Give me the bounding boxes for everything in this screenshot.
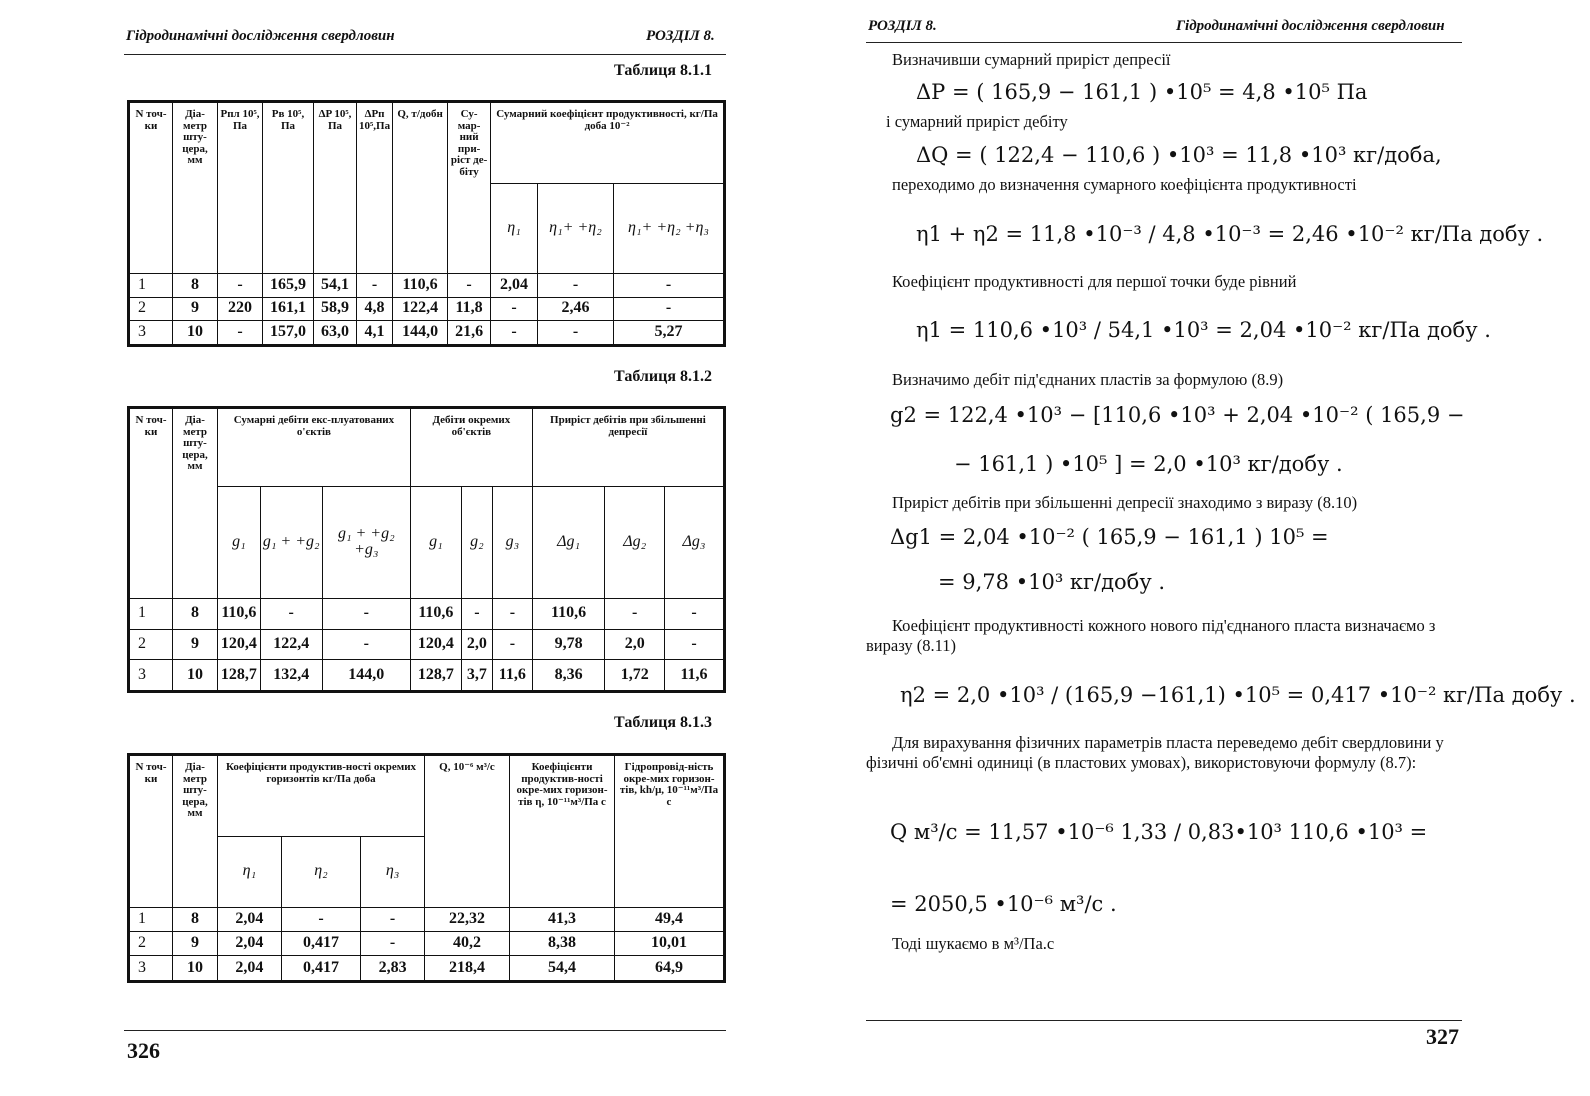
header-cell: Коефіцієнти продуктив-ності окре-мих горизон-тів η, 10⁻¹¹м³/Па с	[510, 755, 615, 908]
paragraph: Визначивши сумарний приріст депресії	[892, 50, 1171, 69]
header-rule	[866, 42, 1462, 43]
header-cell: Сумарні дебіти екс-плуатованих о'єктів	[218, 408, 411, 487]
equation-eta2: η2 = 2,0 •10³ / (165,9 −161,1) •10⁵ = 0,417 •10⁻² кг/Па добу .	[900, 683, 1576, 707]
header-cell: Діа-метр шту-цера, мм	[173, 408, 218, 599]
table-cell: -	[322, 599, 410, 629]
left-header-title: Гідродинамічні дослідження свердловин	[126, 28, 395, 44]
table-cell: -	[260, 599, 322, 629]
table-cell: -	[613, 274, 724, 298]
table-cell: -	[218, 321, 263, 346]
table-cell: 21,6	[448, 321, 491, 346]
table-cell: 10	[173, 956, 218, 982]
equation-eta1: η1 = 110,6 •10³ / 54,1 •10³ = 2,04 •10⁻² кг/Па добу .	[916, 318, 1491, 342]
table-cell: 132,4	[260, 659, 322, 691]
table-cell: 0,417	[281, 932, 360, 956]
equation-delta-p: ΔP = ( 165,9 − 161,1 ) •10⁵ = 4,8 •10⁵ Па	[916, 80, 1368, 104]
table-cell: -	[491, 321, 538, 346]
header-cell: Pпл 10⁵, Па	[218, 102, 263, 274]
header-cell: N точ-ки	[129, 755, 173, 908]
header-cell: Q, 10⁻⁶ м³/с	[425, 755, 510, 908]
table-cell: 10,01	[615, 932, 725, 956]
table-cell: 63,0	[314, 321, 357, 346]
header-cell: Приріст дебітів при збільшенні депресії	[532, 408, 724, 487]
table-cell: 40,2	[425, 932, 510, 956]
table-cell: -	[361, 907, 425, 931]
table-cell: -	[218, 274, 263, 298]
paragraph: Коефіцієнт продуктивності для першої точки буде рівний	[892, 272, 1297, 291]
table-cell: 144,0	[393, 321, 448, 346]
subheader-cell: η₁+ +η₂	[537, 184, 613, 274]
table-cell: 122,4	[260, 629, 322, 659]
table1-caption: Таблиця 8.1.1	[614, 62, 712, 79]
table-cell: -	[461, 599, 492, 629]
table-cell: 2	[129, 629, 173, 659]
paragraph: Для вирахування фізичних параметрів пласта переведемо дебіт свердловини у фізичні об'ємні одиниці (в пластових умовах), використовуючи формулу (8.7):	[866, 733, 1444, 772]
table-cell: 1	[129, 599, 173, 629]
table-8-1-3	[127, 753, 726, 983]
table-cell: 120,4	[218, 629, 261, 659]
right-header-title: Гідродинамічні дослідження свердловин	[1176, 18, 1445, 34]
paragraph: переходимо до визначення сумарного коефіцієнта продуктивності	[892, 175, 1357, 194]
table-cell: -	[665, 599, 725, 629]
table-cell: 8	[173, 599, 218, 629]
table-cell: 165,9	[263, 274, 314, 298]
table-cell: -	[448, 274, 491, 298]
table-row	[129, 321, 725, 346]
subheader-cell: η₁	[218, 836, 282, 907]
table-cell: 3,7	[461, 659, 492, 691]
table-cell: 2,04	[218, 907, 282, 931]
table-cell: 58,9	[314, 297, 357, 321]
header-cell: N точ-ки	[129, 408, 173, 599]
table-cell: -	[613, 297, 724, 321]
header-cell: Гідропровід-ність окре-мих горизон-тів, kh/μ, 10⁻¹¹м³/Па с	[615, 755, 725, 908]
left-header-section: РОЗДІЛ 8.	[646, 28, 715, 44]
footer-rule	[124, 1030, 726, 1031]
table2-caption: Таблиця 8.1.2	[614, 368, 712, 385]
table-cell: 10	[173, 321, 218, 346]
subheader-cell: η₁	[491, 184, 538, 274]
table-cell: -	[357, 274, 393, 298]
table-cell: 1	[129, 907, 173, 931]
table2-body	[129, 599, 725, 692]
header-cell: Дебіти окремих об'єктів	[410, 408, 532, 487]
table-cell: 11,8	[448, 297, 491, 321]
equation-eta-sum: η1 + η2 = 11,8 •10⁻³ / 4,8 •10⁻³ = 2,46 •10⁻² кг/Па добу .	[916, 222, 1544, 246]
left-page-number: 326	[127, 1038, 160, 1063]
table-row	[129, 274, 725, 298]
table-cell: 41,3	[510, 907, 615, 931]
table-cell: -	[322, 629, 410, 659]
left-page	[0, 0, 790, 1096]
table-cell: 2	[129, 297, 173, 321]
table-cell: 144,0	[322, 659, 410, 691]
table-cell: 54,4	[510, 956, 615, 982]
table-cell: 3	[129, 659, 173, 691]
equation-dg1-line1: Δg1 = 2,04 •10⁻² ( 165,9 − 161,1 ) 10⁵ =	[890, 525, 1329, 549]
table-cell: 2,0	[461, 629, 492, 659]
table-8-1-1	[127, 100, 726, 347]
table-cell: 8,36	[532, 659, 605, 691]
paragraph: Тоді шукаємо в м³/Па.с	[892, 934, 1055, 953]
table-row	[129, 297, 725, 321]
equation-q-line2: = 2050,5 •10⁻⁶ м³/с .	[890, 892, 1117, 916]
subheader-cell: η₂	[281, 836, 360, 907]
header-cell: Q, т/добн	[393, 102, 448, 274]
table-cell: 1	[129, 274, 173, 298]
table-cell: 11,6	[492, 659, 532, 691]
table-cell: 8	[173, 274, 218, 298]
subheader-cell: g₁ + +g₂ +g₃	[322, 486, 410, 599]
paragraph: Визначимо дебіт під'єднаних пластів за формулою (8.9)	[892, 370, 1284, 389]
right-page-number: 327	[1426, 1024, 1459, 1049]
header-cell: Pв 10⁵, Па	[263, 102, 314, 274]
table-cell: 122,4	[393, 297, 448, 321]
table-cell: 110,6	[393, 274, 448, 298]
subheader-cell: η₃	[361, 836, 425, 907]
paragraph: і сумарний приріст дебіту	[886, 112, 1068, 131]
paragraph: Приріст дебітів при збільшенні депресії знаходимо з виразу (8.10)	[892, 493, 1358, 512]
table-cell: -	[492, 599, 532, 629]
table-row	[129, 932, 725, 956]
table-cell: 2,46	[537, 297, 613, 321]
table-cell: 2	[129, 932, 173, 956]
subheader-cell: g₃	[492, 486, 532, 599]
table-cell: -	[491, 297, 538, 321]
table-cell: -	[537, 321, 613, 346]
table-cell: 8,38	[510, 932, 615, 956]
header-cell: ΔPп 10⁵,Па	[357, 102, 393, 274]
table3-body	[129, 907, 725, 981]
table-cell: 110,6	[410, 599, 461, 629]
subheader-cell: g₁ + +g₂	[260, 486, 322, 599]
table-cell: 8	[173, 907, 218, 931]
subheader-cell: Δg₂	[605, 486, 665, 599]
table-cell: 110,6	[218, 599, 261, 629]
table-cell: 120,4	[410, 629, 461, 659]
subheader-cell: Δg₁	[532, 486, 605, 599]
header-cell: Діа-метр шту-цера, мм	[173, 102, 218, 274]
table-cell: 110,6	[532, 599, 605, 629]
table-cell: 128,7	[218, 659, 261, 691]
right-header-section: РОЗДІЛ 8.	[868, 18, 937, 34]
header-cell: Коефіцієнти продуктив-ності окремих горизонтів кг/Па доба	[218, 755, 425, 837]
table-cell: 161,1	[263, 297, 314, 321]
subheader-cell: g₁	[410, 486, 461, 599]
table-cell: 3	[129, 956, 173, 982]
header-cell: N точ-ки	[129, 102, 173, 274]
subheader-cell: g₂	[461, 486, 492, 599]
table-cell: 128,7	[410, 659, 461, 691]
table-cell: 9	[173, 932, 218, 956]
table-cell: 9	[173, 297, 218, 321]
table-cell: 4,1	[357, 321, 393, 346]
paragraph: Коефіцієнт продуктивності кожного нового під'єднаного пласта визначаємо з виразу (8.11)	[866, 616, 1436, 655]
table-row	[129, 907, 725, 931]
table-row	[129, 659, 725, 691]
table-row	[129, 956, 725, 982]
table-cell: 11,6	[665, 659, 725, 691]
table-cell: 2,04	[491, 274, 538, 298]
header-cell: Діа-метр шту-цера, мм	[173, 755, 218, 908]
header-cell: Сумарний коефіцієнт продуктивності, кг/Па доба 10⁻²	[491, 102, 725, 184]
table-cell: -	[537, 274, 613, 298]
subheader-cell: Δg₃	[665, 486, 725, 599]
table-cell: 49,4	[615, 907, 725, 931]
table-cell: 54,1	[314, 274, 357, 298]
header-rule	[124, 54, 726, 55]
table-cell: 9,78	[532, 629, 605, 659]
table-cell: 2,0	[605, 629, 665, 659]
table-cell: 10	[173, 659, 218, 691]
table-cell: 3	[129, 321, 173, 346]
table-cell: 22,32	[425, 907, 510, 931]
table-cell: 9	[173, 629, 218, 659]
equation-q-line1: Q м³/с = 11,57 •10⁻⁶ 1,33 / 0,83•10³ 110,6 •10³ =	[890, 820, 1428, 844]
table-cell: -	[281, 907, 360, 931]
right-page	[790, 0, 1590, 1096]
table3-caption: Таблиця 8.1.3	[614, 714, 712, 731]
subheader-cell: η₁+ +η₂ +η₃	[613, 184, 724, 274]
table-cell: -	[492, 629, 532, 659]
table-cell: -	[605, 599, 665, 629]
table-cell: 0,417	[281, 956, 360, 982]
table-cell: 2,04	[218, 932, 282, 956]
table-cell: 2,04	[218, 956, 282, 982]
table-cell: 64,9	[615, 956, 725, 982]
table-cell: 5,27	[613, 321, 724, 346]
equation-g2-line1: g2 = 122,4 •10³ − [110,6 •10³ + 2,04 •10⁻² ( 165,9 −	[890, 403, 1465, 427]
footer-rule	[866, 1020, 1462, 1021]
equation-delta-q: ΔQ = ( 122,4 − 110,6 ) •10³ = 11,8 •10³ кг/доба,	[916, 143, 1442, 167]
subheader-cell: g₁	[218, 486, 261, 599]
table-row	[129, 599, 725, 629]
table-row	[129, 629, 725, 659]
table-8-1-2	[127, 406, 726, 693]
table1-body	[129, 274, 725, 346]
table-cell: 1,72	[605, 659, 665, 691]
table-cell: 157,0	[263, 321, 314, 346]
table-cell: -	[361, 932, 425, 956]
table-cell: 4,8	[357, 297, 393, 321]
table-cell: 220	[218, 297, 263, 321]
table-cell: -	[665, 629, 725, 659]
header-cell: Су-мар-ний при-ріст де-біту	[448, 102, 491, 274]
table-cell: 2,83	[361, 956, 425, 982]
header-cell: ΔP 10⁵, Па	[314, 102, 357, 274]
equation-g2-line2: − 161,1 ) •10⁵ ] = 2,0 •10³ кг/добу .	[954, 452, 1343, 476]
equation-dg1-line2: = 9,78 •10³ кг/добу .	[938, 570, 1166, 594]
table-cell: 218,4	[425, 956, 510, 982]
